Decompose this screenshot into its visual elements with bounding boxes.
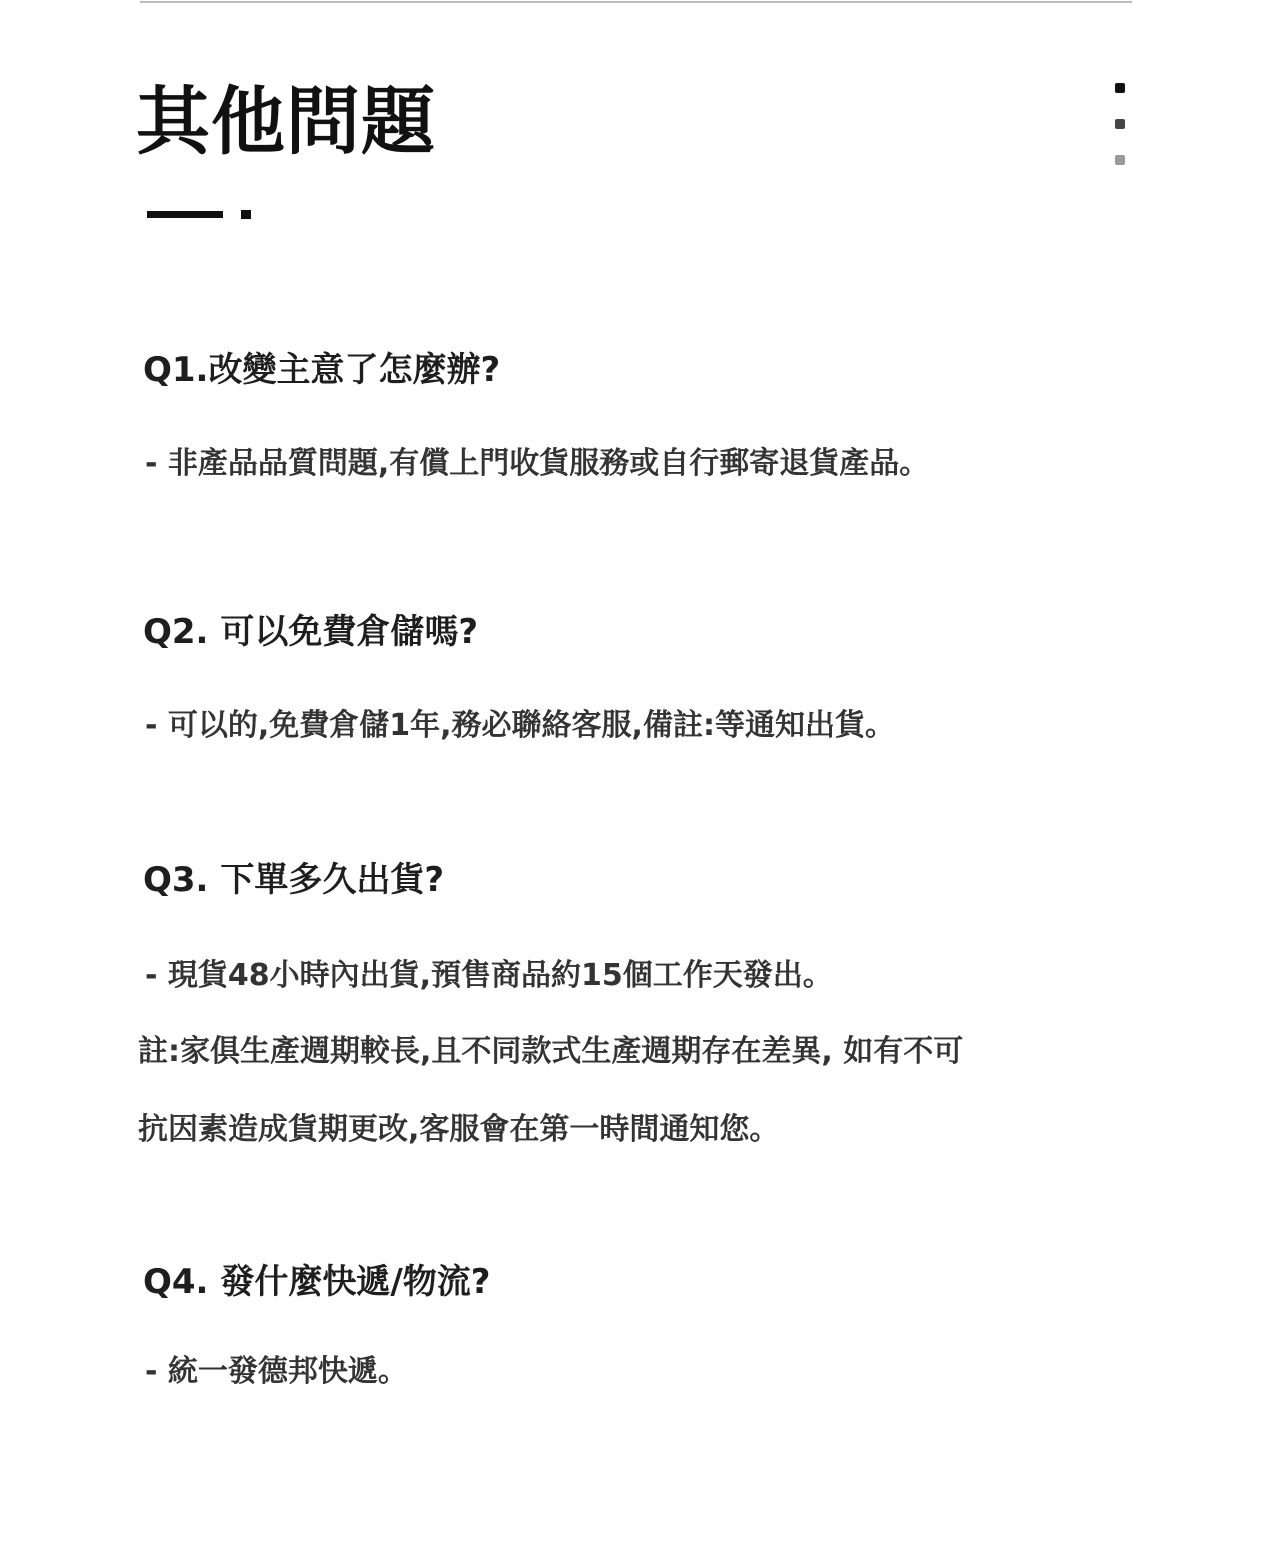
dot-icon bbox=[1115, 155, 1125, 165]
dot-icon bbox=[1115, 83, 1125, 93]
faq-answer: - 現貨48小時內出貨,預售商品約15個工作天發出。 bbox=[145, 958, 833, 993]
faq-question: Q1.改變主意了怎麼辦? bbox=[143, 350, 501, 390]
faq-answer: - 統一發德邦快遞。 bbox=[145, 1354, 408, 1389]
faq-question: Q3. 下單多久出貨? bbox=[143, 860, 445, 900]
faq-note-line: 抗因素造成貨期更改,客服會在第一時間通知您。 bbox=[138, 1112, 780, 1147]
title-underline-dot bbox=[241, 210, 251, 219]
dot-icon bbox=[1115, 119, 1125, 129]
page-title: 其他問題 bbox=[136, 79, 436, 165]
faq-question: Q4. 發什麼快遞/物流? bbox=[143, 1262, 491, 1302]
faq-note-line: 註:家俱生產週期較長,且不同款式生產週期存在差異, 如有不可 bbox=[138, 1034, 964, 1069]
faq-question: Q2. 可以免費倉儲嗎? bbox=[143, 612, 479, 652]
top-divider bbox=[140, 1, 1132, 3]
title-underline bbox=[147, 211, 223, 218]
faq-answer: - 非產品品質問題,有償上門收貨服務或自行郵寄退貨產品。 bbox=[145, 446, 930, 481]
faq-answer: - 可以的,免費倉儲1年,務必聯絡客服,備註:等通知出貨。 bbox=[145, 708, 895, 743]
